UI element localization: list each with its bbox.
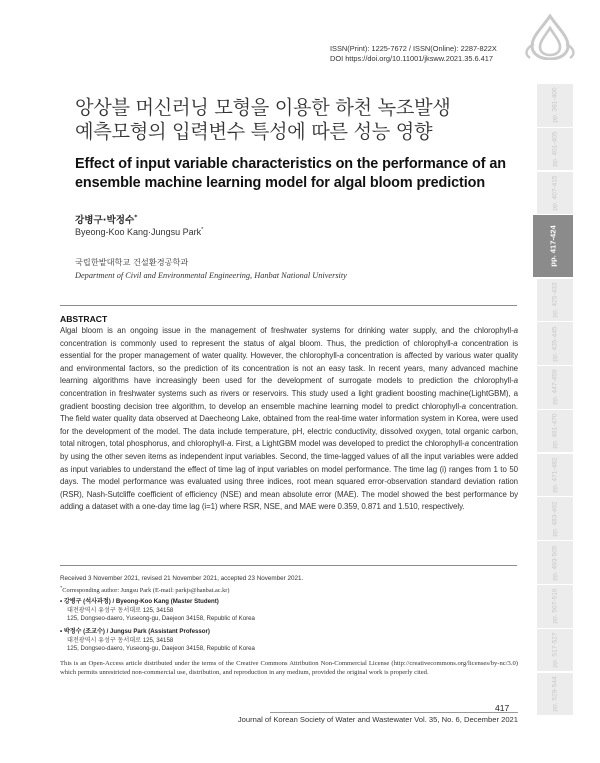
page-range-tab-label: pp. 381-400 bbox=[551, 87, 559, 123]
corresponding-mark-en: * bbox=[201, 227, 204, 233]
abstract-text-1: Algal bloom is an ongoing issue in the management of freshwater systems for drinking water supply, and the chlorophyll- bbox=[60, 326, 514, 335]
title-korean-line-2: 예측모형의 입력변수 특성에 따른 성능 영향 bbox=[75, 120, 433, 143]
page-range-tab[interactable] bbox=[537, 629, 573, 672]
abstract-italic-a-7: a bbox=[464, 439, 469, 449]
page-range-tab-label: pp. 517-527 bbox=[551, 632, 559, 668]
author-info-2-address-ko: 대전광역시 유성구 동서대로 125, 34158 bbox=[67, 636, 174, 644]
abstract-text-5: concentration in freshwater systems such as rivers or reservoirs. This study used a light gradient boosting machine(LightGBM), a gradient boosting decision tree algorithm, to develop an ensemble machine learning model to predict chlorophyll- bbox=[60, 388, 518, 411]
page-range-tab[interactable] bbox=[537, 541, 573, 584]
abstract-italic-a-1: a bbox=[513, 326, 518, 335]
author-info-2-address-en: 125, Dongseo-daero, Yuseong-gu, Daejeon 34158, Republic of Korea bbox=[67, 645, 255, 653]
author-info-1-address-ko: 대전광역시 유성구 동서대로 125, 34158 bbox=[67, 606, 174, 614]
license-notice: This is an Open-Access article distributed under the terms of the Creative Commons Attribution Non-Commercial License (http://creativecommons.org/licenses/by-nc/3.0) which permits unrestricted non-commercial use, distribution, and reproduction in any medium, provided the original work is properly cited. bbox=[60, 660, 518, 676]
abstract-italic-a-3: a bbox=[339, 351, 344, 361]
title-english-line-2: ensemble machine learning model for algal bloom prediction bbox=[75, 175, 486, 191]
page-range-tab[interactable] bbox=[537, 410, 573, 453]
title-korean bbox=[75, 96, 515, 144]
journal-citation: Journal of Korean Society of Water and Wastewater Vol. 35, No. 6, December 2021 bbox=[237, 715, 518, 724]
page-range-tab-label: pp. 435-445 bbox=[551, 326, 559, 362]
abstract-text-2: concentration is commonly used to represent the status of algal bloom. Thus, the prediction of chlorophyll- bbox=[60, 338, 454, 348]
page-range-tab-label: pp. 493-505 bbox=[551, 544, 559, 581]
abstract-top-divider bbox=[60, 305, 517, 306]
page-range-tab-label: pp. 425-433 bbox=[551, 282, 559, 318]
corresponding-author-text: Corresponding author: Jungsu Park (E-mail: parkjs@hanbat.ac.kr) bbox=[62, 587, 230, 595]
page-range-tab[interactable] bbox=[537, 279, 573, 322]
page-range-tab[interactable] bbox=[537, 366, 573, 409]
author-info-2-name: • 박정수 (조교수) / Jungsu Park (Assistant Professor) bbox=[60, 628, 210, 635]
issn-line: ISSN(Print): 1225-7672 / ISSN(Online): 2287-822X bbox=[330, 44, 497, 53]
corresponding-author bbox=[60, 583, 229, 595]
doi-line: DOI https://doi.org/10.11001/jksww.2021.35.6.417 bbox=[330, 54, 493, 63]
author-info-2 bbox=[60, 628, 255, 654]
page-range-tab[interactable] bbox=[537, 172, 573, 215]
abstract-heading: ABSTRACT bbox=[60, 314, 108, 324]
abstract-body bbox=[60, 325, 518, 514]
page-range-tab-label: pp. 471-482 bbox=[551, 457, 559, 493]
corresponding-mark-ko: * bbox=[134, 213, 138, 221]
page-range-tab-active[interactable] bbox=[533, 215, 573, 277]
footer-divider bbox=[270, 712, 518, 713]
authors-korean bbox=[75, 212, 137, 226]
page-number: 417 bbox=[495, 703, 510, 713]
corresponding-footnote-mark: * bbox=[60, 585, 63, 590]
page-range-tab[interactable] bbox=[537, 454, 573, 497]
page-range-tab[interactable] bbox=[537, 128, 573, 171]
page-range-tab[interactable] bbox=[537, 673, 573, 716]
page-range-tab[interactable] bbox=[537, 322, 573, 365]
abstract-text-7: . First, a LightGBM model was developed to predict the chlorophyll- bbox=[231, 439, 465, 449]
footnote-divider bbox=[60, 565, 517, 566]
authors-korean-names: 강병구·박정수 bbox=[75, 215, 135, 226]
page-range-tab[interactable] bbox=[537, 585, 573, 628]
page-range-tab-label: pp. 529-544 bbox=[551, 676, 559, 712]
page-range-tab[interactable] bbox=[537, 497, 573, 540]
received-dates: Received 3 November 2021, revised 21 November 2021, accepted 23 November 2021. bbox=[60, 575, 304, 582]
page-range-tab-label: pp. 447-459 bbox=[551, 369, 559, 405]
abstract-text-4: concentration is affected by various water quality and environmental factors, so the prediction of its concentration is not an easy task. In recent years, many advanced machine learning algorithms have increasingly been used for the development of surrogate models to prediction the chlorophyll- bbox=[60, 351, 518, 386]
title-korean-line-1: 앙상블 머신러닝 모형을 이용한 하천 녹조발생 bbox=[75, 96, 451, 119]
page-range-tabs bbox=[537, 84, 573, 716]
author-info-1-name: • 강병구 (석사과정) / Byeong-Koo Kang (Master Student) bbox=[60, 598, 219, 605]
authors-english-names: Byeong-Koo Kang·Jungsu Park bbox=[75, 227, 202, 237]
abstract-italic-a-2: a bbox=[453, 338, 458, 348]
issn-doi-block bbox=[330, 44, 497, 64]
affiliation-korean: 국립한밭대학교 건설환경공학과 bbox=[75, 257, 189, 267]
abstract-text-8: concentration by using the other seven items as independent input variables. Second, the time-lagged values of all the input variables were added as input variables to understand the effect of time lag of input variables on model performance. The time lag (i) ranges from 1 to 50 days. The model performance was evaluated using three indices, root mean squared error-observation standard deviation ration (RSR), Nash-Sutcliffe coefficient of efficiency (NSE) and mean absolute error (MAE). The model showed the best performance by adding a dataset with a one-day time lag (i=1) where RSR, NSE, and MAE were 0.359, 0.871 and 1.510, respectively. bbox=[60, 439, 518, 512]
abstract-italic-a-6: a bbox=[226, 439, 232, 449]
water-drop-logo-icon bbox=[520, 14, 580, 60]
authors-english bbox=[75, 227, 203, 237]
page-range-tab[interactable] bbox=[537, 84, 573, 127]
title-english bbox=[75, 155, 515, 193]
page-range-tab-label: pp. 483-492 bbox=[551, 501, 559, 537]
page-range-tab-label: pp. 507-516 bbox=[551, 588, 559, 624]
author-info-1-address-en: 125, Dongseo-daero, Yuseong-gu, Daejeon 34158, Republic of Korea bbox=[67, 615, 255, 623]
title-english-line-1: Effect of input variable characteristics on the performance of an bbox=[75, 156, 506, 172]
page-range-tab-label: pp. 417-424 bbox=[548, 225, 558, 268]
abstract-text-3: concentration is essential for the proper management of water quality. However, the chlorophyll- bbox=[60, 338, 518, 361]
page-range-tab-label: pp. 461-470 bbox=[551, 413, 559, 449]
page-range-tab-label: pp. 401-405 bbox=[551, 131, 559, 167]
page-range-tab-label: pp. 407-415 bbox=[551, 175, 559, 211]
author-info-1 bbox=[60, 598, 255, 624]
abstract-italic-a-4: a bbox=[513, 376, 518, 386]
abstract-text-6: concentration. The field water quality data observed at Daecheong Lake, obtained from the real-time water information system in Korea, were used for the development of the model. The data include temperature, pH, electric conductivity, dissolved oxygen, total organic carbon, total nitrogen, total phosphorus, and chlorophyll- bbox=[60, 401, 518, 449]
abstract-italic-a-5: a bbox=[461, 401, 466, 411]
affiliation-english: Department of Civil and Environmental Engineering, Hanbat National University bbox=[75, 271, 347, 280]
